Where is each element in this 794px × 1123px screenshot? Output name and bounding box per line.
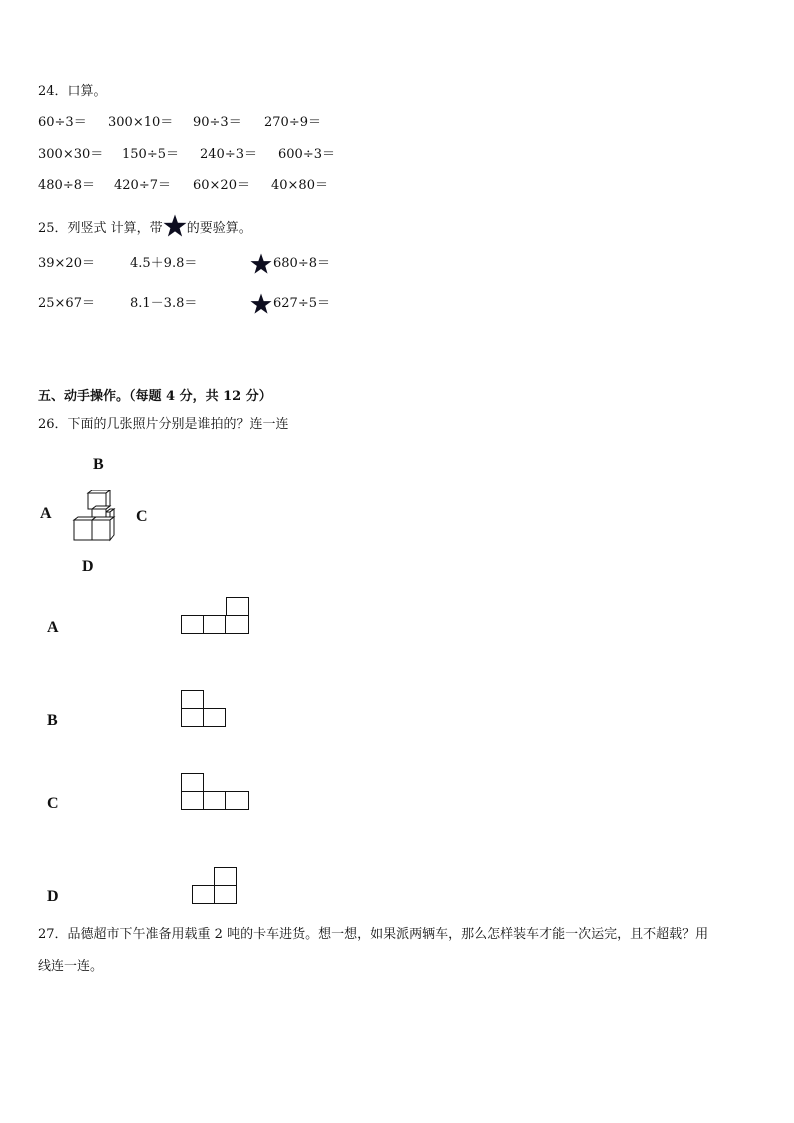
black-star-icon xyxy=(250,293,272,315)
q24-title: 24．口算。 xyxy=(38,84,107,99)
view-square xyxy=(181,708,204,727)
black-star-icon xyxy=(250,253,272,275)
q24-item: 90÷3＝ xyxy=(193,115,242,130)
q24-item: 300×10＝ xyxy=(108,115,174,130)
q24-item: 40×80＝ xyxy=(271,178,328,193)
q25-item: 4.5＋9.8＝ xyxy=(130,256,198,271)
viewpoint-label-b: B xyxy=(93,456,104,473)
q24-item: 420÷7＝ xyxy=(114,178,171,193)
view-square xyxy=(203,791,226,810)
q25-item: 39×20＝ xyxy=(38,256,95,271)
view-square xyxy=(214,885,237,904)
view-square xyxy=(226,597,249,616)
q27-line1: 27．品德超市下午准备用载重 2 吨的卡车进货。想一想，如果派两辆车，那么怎样装车才能一次运完，且不超载？用 xyxy=(38,927,709,942)
view-square xyxy=(181,690,204,709)
section5-title: 五、动手操作。（每题 4 分，共 12 分） xyxy=(38,389,272,404)
q25-item: 25×67＝ xyxy=(38,296,95,311)
black-star-icon xyxy=(163,214,187,238)
q25-title xyxy=(38,214,252,238)
q25-item: 627÷5＝ xyxy=(273,296,330,311)
cube-stack-figure xyxy=(70,490,122,544)
q27-line2: 线连一连。 xyxy=(38,959,104,974)
viewpoint-label-c: C xyxy=(136,508,148,525)
q25-item: 8.1－3.8＝ xyxy=(130,296,198,311)
q24-item: 240÷3＝ xyxy=(200,147,257,162)
q24-item: 60÷3＝ xyxy=(38,115,87,130)
q24-item: 150÷5＝ xyxy=(122,147,179,162)
q26-title: 26．下面的几张照片分别是谁拍的？连一连 xyxy=(38,417,289,432)
view-label-b: B xyxy=(47,712,58,729)
view-square xyxy=(214,867,237,886)
q24-item: 270÷9＝ xyxy=(264,115,321,130)
view-label-d: D xyxy=(47,888,59,905)
view-square xyxy=(181,773,204,792)
view-label-a: A xyxy=(47,619,59,636)
view-label-c: C xyxy=(47,795,59,812)
q24-item: 480÷8＝ xyxy=(38,178,95,193)
view-square xyxy=(225,615,249,634)
view-square xyxy=(203,708,226,727)
view-square xyxy=(181,791,204,810)
q24-item: 300×30＝ xyxy=(38,147,104,162)
viewpoint-label-a: A xyxy=(40,505,52,522)
viewpoint-label-d: D xyxy=(82,558,94,575)
view-square xyxy=(203,615,226,634)
view-square xyxy=(225,791,249,810)
q24-item: 600÷3＝ xyxy=(278,147,335,162)
q25-item: 680÷8＝ xyxy=(273,256,330,271)
view-square xyxy=(192,885,215,904)
view-square xyxy=(181,615,204,634)
q25-title-after: 的要验算。 xyxy=(186,221,252,236)
q24-item: 60×20＝ xyxy=(193,178,250,193)
q25-title-before: 25．列竖式 计算，带 xyxy=(38,221,163,236)
